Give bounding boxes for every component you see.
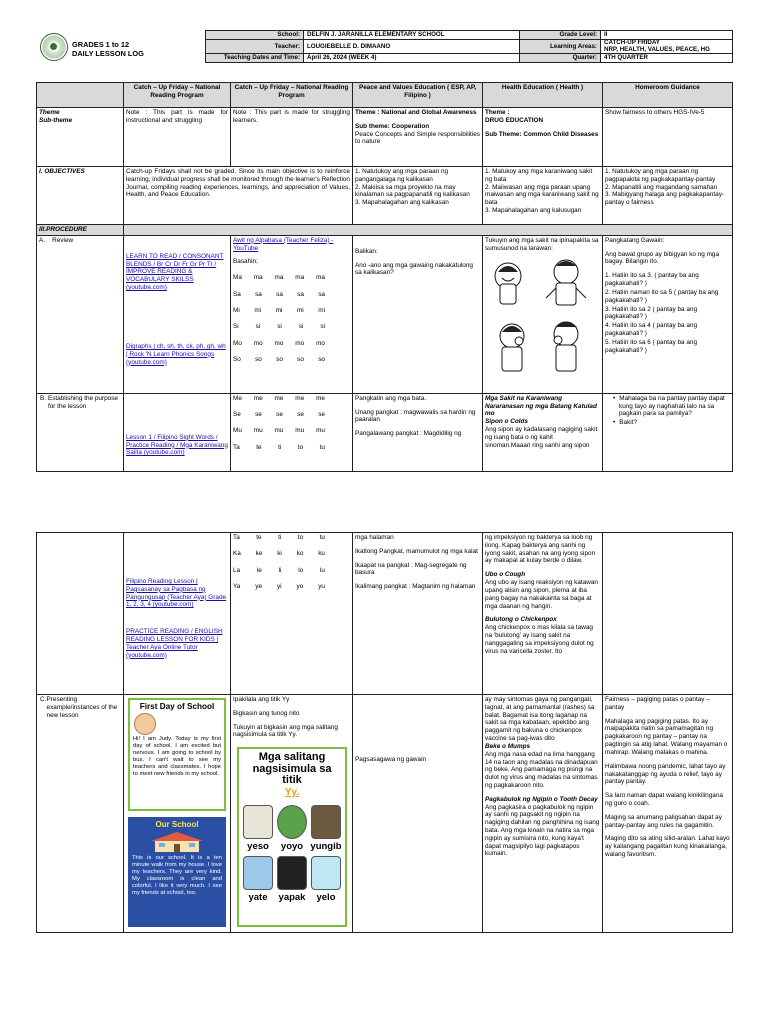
syllable: mo: [274, 339, 284, 347]
syllable: Ma: [233, 274, 242, 282]
fairness-item: 4. Hatiin ito sa 4 ( pantay ba ang pagkakahati? ): [605, 322, 698, 337]
present-c4-beke: Ang mga nasa edad na lima hanggang 14 na taon ang madalas na dinadapuan ng beke. Ang pamamaga ng pisngi na dulot ng virus ang madalas na sintomas ng pagkakaroon nito.: [485, 750, 598, 789]
syllable: se: [297, 411, 304, 419]
p2-c3-b: Ikatlong Pangkat, mamumulot ng mga kalat: [355, 547, 478, 555]
theme-label: Theme: [39, 109, 60, 116]
syllable: me: [295, 394, 305, 402]
p2-c3-d: Ikalimang pangkat : Magtanim ng halaman: [355, 583, 476, 591]
toothache-child-icon: [554, 321, 578, 371]
card1-text: Hi! I am Judy. Today is my first day of school. I am excited but nervous. I am going to school by bus. I can't wait to see my teachers and classmates. I hope to meet new friends in my school.: [133, 736, 221, 777]
yy-word-item: [276, 805, 308, 853]
page-1: [0, 0, 768, 480]
fairness-item: 1. Hatiin ito sa 3. ( pantay ba ang pagkakahati? ): [605, 272, 699, 288]
purpose-c2: [231, 393, 353, 471]
p2-purpose-c2: [231, 533, 353, 695]
p2-c3-a: mga halaman: [355, 534, 394, 541]
syllable: Se: [233, 411, 241, 419]
theme-c2: Note : This part is made for struggling learners.: [231, 108, 353, 167]
review-c3: [353, 235, 483, 393]
syllable-row: [233, 340, 325, 348]
yy-word-label: yungib: [310, 840, 342, 852]
objectives-c3: [353, 167, 483, 225]
syllable-row: [233, 291, 325, 299]
link-digraphs[interactable]: Digraphs | ch, sh, th, ck, ph, gh, wh | Rock 'N Learn Phonics Songs (youtube.com): [126, 342, 226, 366]
present-c5-b: Mahalaga ang pagiging patas. Ito ay maipapakita natin sa pamamagitan ng pagkakaroon ng pantay – pantay na pagtingin sa atig lahat. Walang mayaman o mahirap. Walang malakas o mahina.: [605, 717, 728, 756]
syllable-row: [233, 411, 325, 419]
p2-c4-sipon-cont: ng impeksiyon ng bakterya sa loob ng ilong. Kapag bakterya ang sanhi ng iyong sakit, asahan na ang iyong sipon ay makapal at kulay berde o dilaw.: [485, 534, 596, 565]
syllable: mo: [316, 339, 325, 347]
syllable: Me: [233, 394, 242, 402]
review-c1: [124, 235, 231, 393]
syllable: so: [318, 355, 325, 363]
judy-avatar: [134, 713, 156, 735]
syllable: ma: [316, 274, 325, 282]
review-c4: [483, 235, 603, 393]
theme-row-label: [37, 108, 124, 167]
obj-c4-1: 1. Matukoy ang mga karaniwang sakit ng bata: [485, 168, 593, 183]
syllable: mu: [253, 427, 263, 435]
areas-value-2: NRP, HEALTH, VALUES, PEACE, HG: [604, 45, 710, 53]
card1-title: First Day of School: [139, 702, 215, 711]
review-c5-list: [605, 272, 730, 354]
card2-text: This is our school. It is a ten minute walk from my house. I love my teachers. They are very kind. My classroom is clean and colorful. I like it very much. I see my friends at school, too.: [132, 854, 222, 896]
our-school-card: [128, 817, 226, 927]
syllable: to: [297, 443, 304, 451]
dates-label: Teaching Dates and Time:: [206, 54, 304, 63]
present-c1: [124, 695, 231, 933]
theme-c4-subtheme: Sub Theme: Common Child Diseases: [485, 130, 599, 138]
yy-word-item: [242, 805, 274, 853]
review-c3-question: Ano -ano ang mga gawaing nakakatulong sa kalikasan?: [355, 261, 473, 277]
obj-c5-1: 1. Natutukoy ang mga paraan ng pagpapakita ng pagkakapantay-pantay: [605, 168, 716, 183]
syllable: mu: [295, 427, 305, 435]
purpose-c5: [603, 393, 733, 471]
theme-c4: [483, 108, 603, 167]
purpose-letter: B.: [40, 394, 47, 402]
syllable: so: [255, 355, 262, 363]
teacher-label: Teacher:: [206, 40, 304, 54]
lesson-table-page-1: [36, 82, 733, 472]
yy-word-label: yoyo: [280, 840, 304, 852]
areas-value: [601, 40, 733, 54]
syllable-row: [233, 583, 325, 591]
syllable: mo: [253, 339, 263, 347]
ice-icon: [311, 856, 341, 890]
purpose-c1: [124, 393, 231, 471]
link-consonant-blends[interactable]: LEARN TO READ / CONSONANT BLENDS / Br Cr Dr Fr Gr Pr Tr / IMPROVE READING & VOCABULARY SKILSS (youtube.com): [126, 252, 224, 292]
review-c5: [603, 235, 733, 393]
syllable-list-purpose: [233, 395, 350, 452]
present-c2-a: Ipakilala ang titik Yy: [233, 696, 290, 703]
objectives-label: I. OBJECTIVES: [37, 167, 124, 225]
syllable: si: [320, 323, 325, 331]
p2-purpose-label: [37, 533, 124, 695]
syllable: So: [233, 355, 241, 363]
syllable: Mu: [233, 427, 242, 435]
syllable: mi: [296, 306, 304, 314]
syllable: ma: [253, 274, 263, 282]
syllable: Ta: [233, 443, 240, 451]
present-c5-e: Maging sa anumang paligsahan dapat ay pantay-pantay ang rules na gagamitin.: [605, 813, 722, 829]
yy-word-label: yeso: [247, 840, 269, 852]
present-c5-c: Halimbawa noong pandemic, lahat tayo ay nakakatanggap ng ayuda o relief, tayo ay pantay pantay.: [605, 762, 726, 786]
syllable-row: [233, 395, 325, 403]
syllable: mu: [274, 427, 284, 435]
syllable: mi: [275, 306, 283, 314]
present-c4-bulutong-cont: ay may sintomas gaya ng pangangati, lagnat, at ang pamamantal (rashes) sa balat. Bagamat isa itong laganap na sakit sa mga kabataan, epektibo ang paggamit ng bakuna o chickenpox vaccine sa pag-iwas dito: [485, 696, 595, 743]
syllable: Sa: [233, 290, 241, 298]
syllable: tu: [319, 443, 325, 451]
syllable: Ka: [233, 550, 241, 558]
syllable: lu: [319, 566, 325, 574]
p2-c4-ubo: Ang ubo ay isang reaksiyon ng katawan upang alisin ang sipon, plema at iba pang bagay na nakakairita sa baga at mga daanan ng hangin.: [485, 579, 598, 610]
link-practice-reading-english[interactable]: PRACTICE READING / ENGLISH READING LESSON FOR KIDS | Teacher Aya Online Tutor (youtube.com): [126, 628, 223, 659]
syllable: me: [274, 394, 284, 402]
syllable: yu: [318, 582, 325, 590]
col-header-nrp-2: Catch – Up Friday – National Reading Program: [231, 83, 353, 108]
syllable-list-p2: [233, 534, 350, 591]
grade-value: II: [601, 31, 733, 40]
yy-word-item: [242, 856, 274, 904]
theme-c1: Note : This part is made for instructional and struggling: [124, 108, 231, 167]
syllable-row: [233, 567, 325, 575]
col-header-homeroom: Homeroom Guidance: [603, 83, 733, 108]
review-c5-title: Pangkatang Gawain:: [605, 236, 665, 244]
procedure-label: III.PROCEDURE: [37, 225, 124, 236]
yy-word-label: yelo: [316, 892, 336, 904]
syllable: te: [256, 443, 262, 451]
review-letter: A.: [39, 236, 46, 244]
syllable: se: [318, 411, 325, 419]
yoyo-icon: [277, 805, 307, 839]
review-c5-intro: Ang bawat grupo ay bibigyan ko ng mga bagay. Bilangin ito.: [605, 250, 720, 266]
syllable-row: [233, 274, 325, 282]
brand-line-1: GRADES 1 to 12: [72, 40, 130, 49]
theme-c3: [353, 108, 483, 167]
review-c4-instruction: Tukuyin ang mga sakit na ipinapakita sa sumusunod na larawan:: [485, 236, 599, 252]
present-c4-beke-title: Beke o Mumps: [485, 742, 531, 750]
present-c4: [483, 695, 603, 933]
dates-value: April 26, 2024 (WEEK 4): [304, 54, 520, 63]
lesson-table-page-2: [36, 532, 733, 933]
review-label: Review: [52, 236, 74, 244]
purpose-c5-item-2: • Bakit?: [613, 419, 730, 427]
syllable-row: [233, 444, 325, 452]
syllable: si: [255, 323, 261, 331]
syllable: me: [253, 394, 263, 402]
review-c2: [231, 235, 353, 393]
obj-c5-2: 2. Mapanatili ang magandang samahan: [605, 183, 718, 191]
syllable: so: [276, 355, 283, 363]
obj-c4-3: 3. Mapahalagahan ang kalusugan: [485, 207, 582, 215]
syllable-row: [233, 534, 325, 542]
p2-c3-c: Ikaapat na pangkat : Mag-segregate ng basura: [355, 561, 467, 577]
syllable: La: [233, 566, 241, 574]
theme-c3-subtheme: Sub theme: Cooperation: [355, 122, 430, 130]
purpose-c3: [353, 393, 483, 471]
syllable: me: [316, 394, 325, 402]
present-c2-c: Tukuyin at bigkasin ang mga salitang nagsisimula sa titik Yy.: [233, 723, 338, 739]
brand-line-2: DAILY LESSON LOG: [72, 49, 144, 59]
syllable: ti: [278, 534, 282, 541]
theme-c5: Show fairness to others HGS-IVe-5: [603, 108, 733, 167]
syllable: mo: [295, 339, 305, 347]
syllable: ma: [295, 274, 305, 282]
present-c2-b: Bigkasin ang tunog nito: [233, 709, 300, 717]
syllable: mi: [318, 306, 325, 314]
p2-purpose-c5: [603, 533, 733, 695]
syllable: Mo: [233, 339, 242, 347]
purpose-c5-item-1: • Mahalaga ba na pantay pantay dapat kung tayo ay naghahati lalo na sa pagkain para sa pamilya?: [613, 395, 730, 418]
subtheme-label: Sub-theme: [39, 116, 73, 124]
brand-title: [72, 40, 144, 59]
areas-value-1: CATCH-UP FRIDAY: [604, 39, 660, 46]
coughing-child-icon: [500, 324, 524, 371]
yy-word-label: yate: [248, 892, 268, 904]
yy-word-item: [310, 805, 342, 853]
obj-c4-2: 2. Maiiwasan ang mga paraan upang maiwasan ang mga karaniwang sakit ng bata: [485, 183, 599, 207]
yy-word-item: [276, 856, 308, 904]
link-filipino-sight-words[interactable]: Lesson 1 / Filipino Sight Words / Practice Reading / Mga Karaniwang Salita (youtube.com): [126, 433, 228, 457]
theme-c4-theme: Theme :: [485, 109, 510, 116]
present-label: Presenting example/instances of the new lesson: [46, 696, 118, 719]
obj-c3-2: 2. Makiisa sa mga proyekto na may kinalaman sa pagpapanatili ng kalikasan: [355, 183, 470, 199]
syllable: se: [255, 411, 262, 419]
yacht-icon: [243, 856, 273, 890]
chalk-icon: [243, 805, 273, 839]
school-value: DELFIN J. JARANILLA ELEMENTARY SCHOOL: [304, 31, 520, 40]
present-c3: Pagsasagawa ng gawain: [355, 756, 427, 763]
yy-words-card: [237, 747, 347, 927]
cave-icon: [311, 805, 341, 839]
present-c5-d: Sa laro naman dapat walang kinikilingana ng guro o coah.: [605, 792, 723, 807]
theme-c3-theme: Theme : National and Global Awareness: [355, 109, 477, 116]
syllable-list-review: [233, 274, 350, 363]
col-header-nrp-1: Catch – Up Friday – National Reading Program: [124, 83, 231, 108]
school-label: School:: [206, 31, 304, 40]
p2-c4-bulutong-title: Bulutong o Chickenpox: [485, 616, 557, 624]
basahin-label: Basahin;: [233, 258, 258, 266]
syllable: tu: [319, 534, 325, 541]
obj-c3-1: 1. Natutukoy ang mga paraan ng pangangalaga ng kalikasan: [355, 168, 449, 183]
present-c5-f: Maging dito sa ating silid-aralan. Lahat kayo ay kailangang pagalitan kung kinakailanga, walang favoritism.: [605, 835, 730, 858]
purpose-label: Establishing the purpose for the lesson: [47, 394, 118, 410]
syllable: si: [298, 323, 304, 331]
syllable: Si: [233, 323, 239, 331]
syllable: te: [256, 534, 262, 541]
card3-title-1: Mga salitang: [258, 751, 326, 763]
syllable: Ta: [233, 534, 240, 541]
fairness-item: 5. Hatiin ito sa 6 ( pantay ba ang pagkakahati? ): [605, 338, 698, 354]
syllable: ku: [318, 550, 325, 558]
card3-title-2: nagsisimula sa titik: [252, 762, 332, 787]
p2-purpose-c1: [124, 533, 231, 695]
link-awit-alpabasa[interactable]: Awit ng Alpabasa (Teacher Feliza) - YouTube: [233, 236, 334, 252]
deped-seal-icon: [40, 33, 68, 61]
syllable: yi: [276, 582, 282, 590]
present-c5: [603, 695, 733, 933]
fairness-item: 2. Hatiin naman ito sa 5 ( pantay ba ang pagkakahati? ): [605, 288, 719, 304]
school-building-icon: [147, 831, 207, 853]
syllable: to: [297, 534, 304, 541]
card2-title: Our School: [155, 820, 199, 829]
syllable: sa: [318, 290, 325, 298]
col-header-peace: Peace and Values Education ( ESP, AP, Filipino ): [353, 83, 483, 108]
present-c3: [353, 695, 483, 933]
col-header-health: Health Education ( Health ): [483, 83, 603, 108]
present-c4-tooth: Ang pagkasira o pagkabulok ng ngipin ay sanhi ng pagsakit ng ngipin na nagiging dahilan ng panghihina ng isang bata. Ang mga kinain na natira sa mga ngipin ay sumisira nito, kung kaya't dapat magsipilyo lagi pagkatapos kumain.: [485, 803, 600, 858]
footprints-icon: [277, 856, 307, 890]
syllable-row: [233, 550, 325, 558]
syllable: sa: [297, 290, 304, 298]
theme-c4-drug: DRUG EDUCATION: [485, 116, 544, 124]
syllable: ma: [274, 274, 284, 282]
purpose-label-cell: [37, 393, 124, 471]
page-2: [0, 532, 768, 1024]
syllable: ye: [255, 582, 263, 590]
present-label-cell: [37, 695, 124, 933]
syllable: sa: [276, 290, 283, 298]
yy-word-label: yapak: [278, 892, 306, 904]
syllable: sa: [255, 290, 262, 298]
yy-word-item: [310, 856, 342, 904]
present-c4-tooth-title: Pagkabulok ng Ngipin o Tooth Decay: [485, 795, 598, 803]
quarter-value: 4TH QUARTER: [601, 54, 733, 63]
syllable: le: [256, 566, 262, 574]
p2-purpose-c3: [353, 533, 483, 695]
syllable: ke: [255, 550, 263, 558]
syllable: ti: [278, 443, 282, 451]
link-pagsasanay-pagbasa[interactable]: Filipino Reading Lesson | Pagsasanay sa Pagbasa ng Pangungusap (Teacher Aya) Grade 1, 2, 3, 4 (youtube.com): [126, 578, 227, 609]
objectives-c4: [483, 167, 603, 225]
syllable: mi: [254, 306, 262, 314]
yy-word-grid: [242, 805, 342, 904]
syllable: Ya: [233, 582, 241, 590]
purpose-c3-b: Unang pangkat : magwawalis sa hardin ng paaralan: [355, 408, 476, 424]
purpose-c4-title: Mga Sakit na Karaniwang Nararanasan ng mga Batang Katulad mo: [485, 394, 597, 418]
sick-children-illustration: [486, 254, 602, 384]
header-table: [205, 30, 733, 63]
card3-letter: Yy.: [284, 786, 300, 798]
syllable: se: [276, 411, 283, 419]
syllable: li: [278, 566, 282, 574]
syllable: so: [297, 355, 304, 363]
obj-c5-3: 3. Mabigyang halaga ang pagkakapantay-pantay o fairness: [605, 191, 725, 207]
sick-child-icon: [546, 260, 586, 305]
p2-purpose-c4: [483, 533, 603, 695]
p2-c4-ubo-title: Ubo o Cough: [485, 571, 526, 579]
syllable-row: [233, 323, 325, 331]
syllable: mu: [316, 427, 325, 435]
syllable-row: [233, 427, 325, 435]
grade-label: Grade Level:: [520, 31, 601, 40]
syllable: Mi: [233, 306, 240, 314]
first-day-of-school-card: [128, 698, 226, 811]
fairness-item: 3. Hatiin ito sa 2 ( pantay ba ang pagkakahati? ): [605, 305, 698, 321]
present-letter: C.: [40, 696, 47, 703]
purpose-c4-sub: Sipon o Colds: [485, 418, 528, 426]
objectives-c5: [603, 167, 733, 225]
p2-c4-bulutong: Ang chickenpox o mas kilala sa tawag na 'bulutong' ay isang sakit na nanggagaling sa impeksiyong dulot ng virus na varicella zoster. Ito: [485, 624, 594, 655]
review-label-cell: [37, 235, 124, 393]
syllable-row: [233, 356, 325, 364]
areas-label: Learning Areas:: [520, 40, 601, 54]
theme-c3-concepts: Peace Concepts and Simple responsibilities to nature: [355, 130, 480, 146]
syllable: ki: [277, 550, 282, 558]
purpose-c4-text: Ang sipon ay kadalasang nagiging sakit ng isang bata o ng kahit sinoman.Maaari ring sanhi ang sipon: [485, 426, 598, 449]
review-c3-balikan: Balikan:: [355, 247, 378, 255]
procedure-band: [124, 225, 733, 236]
present-c2: [231, 695, 353, 933]
purpose-c4: [483, 393, 603, 471]
sneezing-child-icon: [495, 263, 521, 304]
objectives-merged: Catch-up Fridays shall not be graded. Since its main objective is to reinforce learning, individual progress shall be monitored through the learner's Reflection Journal, compiling reading experiences, learnings, and appreciation of Values, Health, and Peace Education.: [124, 167, 353, 225]
syllable: ko: [296, 550, 304, 558]
purpose-c3-c: Pangalawang pangkat : Magdidilig ng: [355, 430, 462, 438]
syllable-row: [233, 307, 325, 315]
header-blank: [37, 83, 124, 108]
syllable: yo: [296, 582, 304, 590]
obj-c3-3: 3. Mapahalagahan ang kalikasan: [355, 199, 449, 207]
present-c5-a: Fairness – pagiging patas o pantay – pantay: [605, 696, 710, 711]
purpose-c3-a: Pangkatin ang mga bata.: [355, 394, 427, 402]
quarter-label: Quarter:: [520, 54, 601, 63]
teacher-value: LOUGIEBELLE D. DIMAANO: [304, 40, 520, 54]
syllable: lo: [298, 566, 304, 574]
syllable: si: [277, 323, 282, 331]
